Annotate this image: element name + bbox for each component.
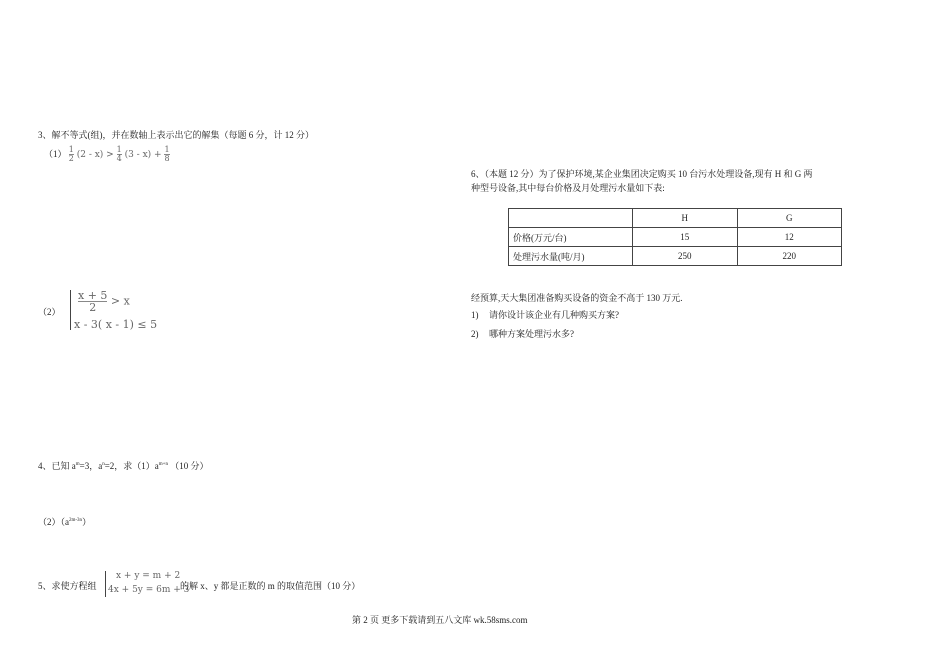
q6-text-line2: 种型号设备,其中每台价格及月处理污水量如下表: [471,183,665,193]
system-brace [70,290,71,330]
device-table [508,208,842,266]
table-header-cell [509,209,633,228]
q5-title-start: 5、求使方程组 [38,581,97,591]
table-cell: 250 [633,247,738,266]
q3-title: 3、解不等式(组)，并在数轴上表示出它的解集（每题 6 分，计 12 分） [38,130,314,140]
q3-part2-label: （2） [38,307,61,317]
fraction: $\frac{x + 5}{2}$ [78,289,108,314]
table-header-cell: H [633,209,738,228]
list-item: 2) 哪种方案处理污水多? [471,329,574,339]
table-row [509,228,842,247]
page-footer: 第 2 页 更多下载请到五八文库 wk.58sms.com [352,615,528,625]
q3-part2-line1: $\frac{x + 5}{2}$ > x [78,289,130,314]
budget-text: 经预算,天大集团准备购买设备的资金不高于 130 万元. [471,293,683,303]
q5-equation-2: 4x + 5y = 6m + 3 [108,585,190,595]
q3-part1-label: （1） [44,149,67,159]
table-cell: 220 [737,247,842,266]
system-brace [105,571,106,597]
table-cell: 15 [633,228,738,247]
table-cell: 12 [737,228,842,247]
table-cell: 价格(万元/台) [509,228,633,247]
q5-title-end: 的解 x、y 都是正数的 m 的取值范围（10 分） [180,581,361,591]
q3-part1-expression: $\frac{1}{2}$ (2 - x) > $\frac{1}{4}$ (3 - x) + $\frac{1}{8}$ [68,145,170,163]
q3-part1 [44,146,170,163]
q5-equation-1: x + y = m + 2 [116,571,181,581]
q4-part2: $(2)(a^{2m-3n})$ [38,517,92,527]
q6-text-line1: 6、（本题 12 分）为了保护环境,某企业集团决定购买 10 台污水处理设备,现有 H 和 G 两 [471,169,813,179]
table-header-cell: G [737,209,842,228]
q3-part2-line2: x - 3( x - 1) ≤ 5 [74,318,158,331]
fraction: $\frac{1}{2}$ [68,145,74,163]
table-header-row [509,209,842,228]
fraction: $\frac{1}{4}$ [116,145,122,163]
q4-title: 4、已知 $a^m=3$，$a^n=2$，求$(1)a^{m+n}$ （10 分） [38,461,209,471]
fraction: $\frac{1}{8}$ [164,145,170,163]
table-row [509,247,842,266]
table-cell: 处理污水量(吨/月) [509,247,633,266]
list-item: 1) 请你设计该企业有几种购买方案? [471,310,619,320]
